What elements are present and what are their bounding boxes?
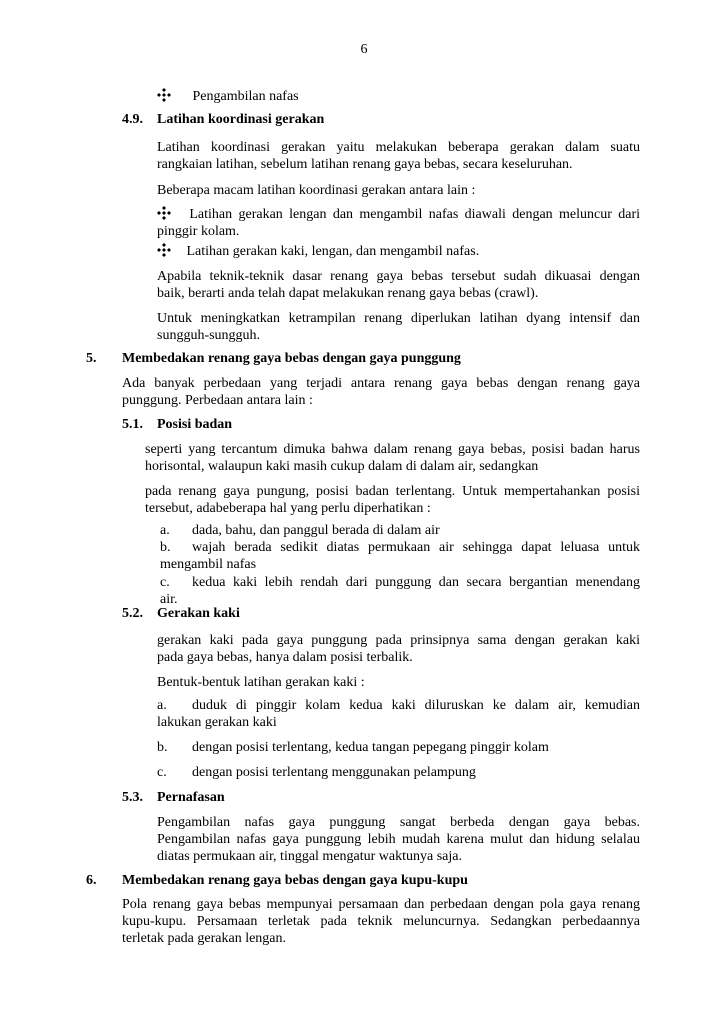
bullet-text-cont: pinggir kolam. (157, 224, 240, 239)
paragraph-line: sungguh-sungguh. (157, 328, 261, 343)
paragraph-line: diatas permukaan air, tinggal mengatur waktunya saja. (157, 849, 462, 864)
paragraph-line: punggung. Perbedaan antara lain : (122, 393, 313, 408)
diamond-bullet-icon (157, 243, 171, 257)
paragraph-line: tersebut, adabeberapa hal yang perlu diperhatikan : (145, 501, 431, 516)
paragraph-line: kupu-kupu. Persamaan terletak pada teknik meluncurnya. Sedangkan perbedaannya (122, 914, 640, 929)
list-item-cont: lakukan gerakan kaki (157, 715, 277, 730)
list-item: dengan posisi terlentang menggunakan pelampung (192, 765, 476, 780)
paragraph-line: baik, berarti anda telah dapat melakukan renang gaya bebas (crawl). (157, 286, 539, 301)
diamond-bullet-icon (157, 206, 171, 220)
section-number: 5.1. (122, 417, 143, 432)
list-item: kedua kaki lebih rendah dari punggung dan secara bergantian menendang (192, 575, 640, 590)
paragraph-line: terletak pada gerakan lengan. (122, 931, 287, 946)
list-label: c. (160, 575, 170, 590)
page-number: 6 (360, 42, 368, 57)
bullet-text: Latihan gerakan lengan dan mengambil nafas diawali dengan meluncur dari (189, 207, 641, 222)
bullet-text: Latihan gerakan kaki, lengan, dan mengambil nafas. (186, 244, 480, 259)
section-heading: Membedakan renang gaya bebas dengan gaya kupu-kupu (122, 873, 468, 888)
paragraph-line: horisontal, walaupun kaki masih cukup dalam di dalam air, sedangkan (145, 459, 539, 474)
paragraph-line: Ada banyak perbedaan yang terjadi antara renang gaya bebas dengan renang gaya (122, 376, 640, 391)
section-number: 5.2. (122, 606, 143, 621)
bullet-item (157, 88, 299, 105)
paragraph-line: pada gaya bebas, hanya dalam posisi terbalik. (157, 650, 413, 665)
list-item: dengan posisi terlentang, kedua tangan pepegang pinggir kolam (192, 740, 549, 755)
section-heading: Latihan koordinasi gerakan (157, 112, 325, 127)
bullet-item (157, 243, 479, 260)
bullet-text: Pengambilan nafas (192, 89, 299, 104)
list-item: wajah berada sedikit diatas permukaan air sehingga dapat leluasa untuk (192, 540, 640, 555)
paragraph-line: Untuk meningkatkan ketrampilan renang diperlukan latihan dyang intensif dan (157, 311, 640, 326)
section-number: 4.9. (122, 112, 143, 127)
paragraph-line: Pengambilan nafas gaya punggung lebih mudah karena mulut dan hidung selalau (157, 832, 640, 847)
paragraph-line: gerakan kaki pada gaya punggung pada prinsipnya sama dengan gerakan kaki (157, 633, 640, 648)
section-heading: Pernafasan (157, 790, 225, 805)
list-label: a. (160, 523, 170, 538)
paragraph-line: Apabila teknik-teknik dasar renang gaya bebas tersebut sudah dikuasai dengan (157, 269, 640, 284)
list-item: duduk di pinggir kolam kedua kaki diluruskan ke dalam air, kemudian (192, 698, 640, 713)
list-item-cont: mengambil nafas (160, 557, 257, 572)
paragraph-line: Pengambilan nafas gaya punggung sangat berbeda dengan gaya bebas. (157, 815, 640, 830)
paragraph: Beberapa macam latihan koordinasi gerakan antara lain : (157, 183, 476, 198)
section-number: 5.3. (122, 790, 143, 805)
list-label: c. (157, 765, 167, 780)
list-item-cont: air. (160, 592, 178, 607)
list-label: b. (160, 540, 171, 555)
paragraph-line: seperti yang tercantum dimuka bahwa dalam renang gaya bebas, posisi badan harus (145, 442, 640, 457)
paragraph: Bentuk-bentuk latihan gerakan kaki : (157, 675, 365, 690)
section-number: 6. (86, 873, 97, 888)
paragraph-line: rangkaian latihan, sebelum latihan renang gaya bebas, secara keseluruhan. (157, 157, 573, 172)
section-heading: Posisi badan (157, 417, 233, 432)
list-label: b. (157, 740, 168, 755)
section-number: 5. (86, 351, 97, 366)
bullet-item (157, 206, 640, 223)
diamond-bullet-icon (157, 88, 171, 102)
paragraph-line: pada renang gaya pungung, posisi badan terlentang. Untuk mempertahankan posisi (145, 484, 640, 499)
paragraph-line: Latihan koordinasi gerakan yaitu melakukan beberapa gerakan dalam suatu (157, 140, 640, 155)
section-heading: Membedakan renang gaya bebas dengan gaya punggung (122, 351, 461, 366)
paragraph-line: Pola renang gaya bebas mempunyai persamaan dan perbedaan dengan pola gaya renang (122, 897, 640, 912)
list-label: a. (157, 698, 167, 713)
section-heading: Gerakan kaki (157, 606, 240, 621)
list-item: dada, bahu, dan panggul berada di dalam air (192, 523, 440, 538)
